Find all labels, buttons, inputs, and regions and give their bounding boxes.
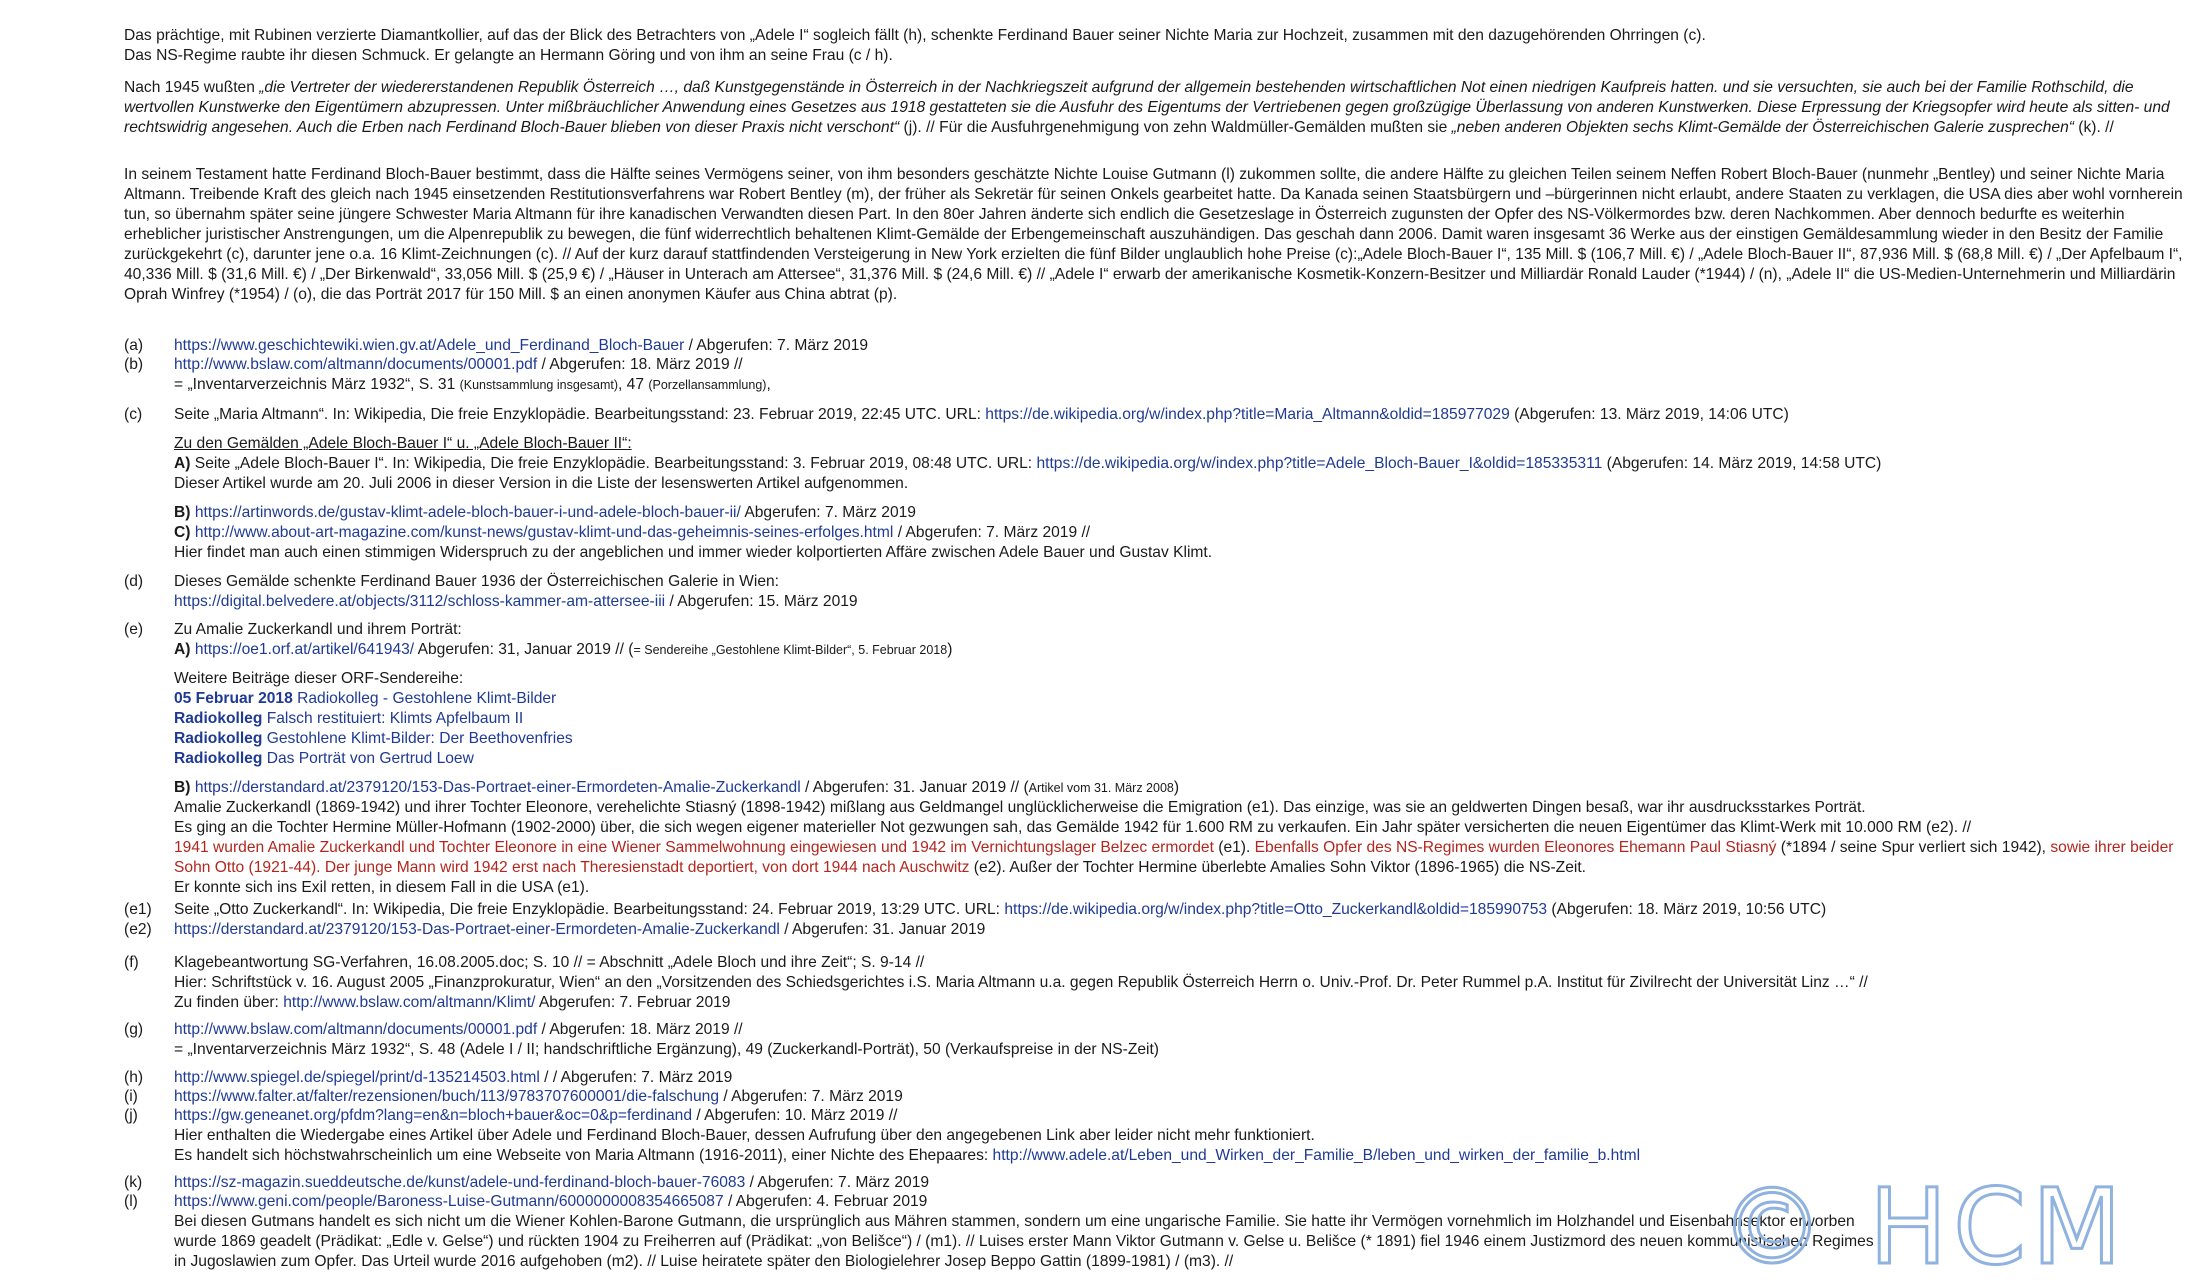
reference-link[interactable]: http://www.about-art-magazine.com/kunst-news/gustav-klimt-und-das-geheimnis-seines-erfolges.html (194, 524, 894, 541)
text-block: In seinem Testament hatte Ferdinand Bloch-Bauer bestimmt, dass die Hälfte seines Vermögens seiner, von ihm besonders geschätzte Nichte Louise Gutmann (l) zukommen sollte, die andere Hälfte zu gleichen Teilen seinem Neffen Robert Bloch-Bauer (nunmehr „Bentley) und seiner Nichte Maria Altmann. Treibende Kraft des gleich nach 1945 einsetzenden Restitutionsverfahrens war Robert Bentley (m), der früher als Sekretär für seinen Onkels gearbeitet hatte. Da Kanada seinen Staatsbürgern und –bürgerinnen nicht erlaubt, andere Staaten zu verklagen, die USA dies aber wohl vornherein tun, so übernahm später seine jüngere Schwester Maria Altmann für ihre kanadischen Verwandten diesen Part. In den 80er Jahren änderte sich endlich die Gesetzeslage in Österreich zugunsten der Opfer des NS-Völkermordes bzw. deren Nachkommen. Aber dennoch bedurfte es weiterhin erheblicher juristischer Anstrengungen, um die Alpenrepublik zu bewegen, die fünf widerrechtlich behaltenen Klimt-Gemälde der Erbengemeinschaft auszuhändigen. Das geschah dann 2006. Damit waren insgesamt 36 Werke aus der einstigen Gemäldesammlung wieder in den Besitz der Familie zurückgekehrt (c), darunter jene o.a. 16 Klimt-Zeichnungen (c). // Auf der kurz darauf stattfindenden Versteigerung in New York erzielten die fünf Bilder unglaublich hohe Preise (c):„Adele Bloch-Bauer I“, 135 Mill. $ (106,7 Mill. €) / „Adele Bloch-Bauer II“, 87,936 Mill. $ (68,8 Mill. €) / „Der Apfelbaum I“, 40,336 Mill. $ (31,6 Mill. €) / „Der Birkenwald“, 33,056 Mill. $ (25,9 €) / „Häuser in Unterach am Attersee“, 31,376 Mill. $ (24,6 Mill. €) // „Adele I“ erwarb der amerikanische Kosmetik-Konzern-Besitzer und Milliardär Ronald Lauder (*1944) / (n), „Adele II“ die US-Medien-Unternehmerin und Milliardärin Oprah Winfrey (*1954) / (o), die das Porträt 2017 für 150 Mill. $ an einen anonymen Käufer aus China abtrat (p). (124, 166, 2183, 303)
text: / Abgerufen: 18. März 2019 // (537, 1021, 743, 1038)
orf-item-title: Gestohlene Klimt-Bilder: Der Beethovenfries (262, 730, 573, 747)
item-key: A) (174, 641, 191, 658)
reference-link[interactable]: http://www.bslaw.com/altmann/documents/00001.pdf (174, 356, 538, 373)
text: / Abgerufen: 15. März 2019 (665, 593, 858, 610)
reference-body (174, 336, 2174, 356)
orf-item-key: Radiokolleg (174, 710, 263, 727)
text: (Abgerufen: 14. März 2019, 14:58 UTC) (1602, 455, 1882, 472)
text: Zu finden über: (174, 994, 284, 1011)
intro-paragraph-1 (124, 26, 2184, 66)
text-line: = „Inventarverzeichnis März 1932“, S. 48 (Adele I / II; handschriftliche Ergänzung), 49 (Zuckerkandl-Porträt), 50 (Verkaufspreise in der NS-Zeit) (174, 1041, 1160, 1058)
text: Abgerufen: 7. März 2019 (740, 504, 916, 521)
text: / Abgerufen: 4. Februar 2019 (723, 1193, 928, 1210)
text: / Abgerufen: 7. März 2019 (719, 1088, 903, 1105)
text: / Abgerufen: 31. Januar 2019 (779, 921, 986, 938)
text-line: Das prächtige, mit Rubinen verzierte Diamantkollier, auf das der Blick des Betrachters von „Adele I“ sogleich fällt (h), schenkte Ferdinand Bauer seiner Nichte Maria zur Hochzeit, zusammen mit den dazugehörenden Ohrringen (c). (124, 27, 1706, 44)
text-line: Amalie Zuckerkandl (1869-1942) und ihrer Tochter Eleonore, verehelichte Stiasný (1898-1942) mißlang aus Geldmangel unglücklicherweise die Emigration (e1). Das einzige, was sie an geldwerten Dingen besaß, war ihr ausdrucksstarkes Porträt. (174, 799, 1866, 816)
reference-link[interactable]: https://www.falter.at/falter/rezensionen/buch/113/9783707600001/die-falschung (174, 1088, 719, 1105)
intro-paragraph-3 (124, 165, 2184, 305)
quotation: „die Vertreter der wiedererstandenen Republik Österreich …, daß Kunstgegenstände in Österreich in der Nachkriegszeit aufgrund der allgemein bestehenden wirtschaftlichen Not einen niedrigen Kaufpreis hatten. und sie versuchten, sie auch bei der Familie Rothschild, die wertvollen Kunstwerke den Eigentümern abzupressen. Unter mißbräuchlicher Anwendung eines Gesetzes aus 1918 gestatteten sie die Ausfuhr des Eigentums der Vertriebenen gegen großzügige Überlassung von anderen Kunstwerken. Diese Erpressung der Kriegsopfer wird heute als sitten- und rechtswidrig angesehen. Auch die Erben nach Ferdinand Bloch-Bauer blieben von dieser Praxis nicht verschont“ (124, 79, 2170, 136)
text: Abgerufen: 31, Januar 2019 // ( (414, 641, 634, 658)
orf-item[interactable] (174, 729, 2174, 749)
text: (Abgerufen: 13. März 2019, 14:06 UTC) (1509, 406, 1789, 423)
text: / / Abgerufen: 7. März 2019 (539, 1069, 733, 1086)
reference-link[interactable]: http://www.bslaw.com/altmann/documents/00001.pdf (174, 1021, 538, 1038)
text: Abgerufen: 7. Februar 2019 (535, 994, 731, 1011)
reference-link[interactable]: https://sz-magazin.sueddeutsche.de/kunst/adele-und-ferdinand-bloch-bauer-76083 (174, 1174, 746, 1191)
reference-label: (i) (124, 1088, 138, 1105)
text-block (174, 838, 2174, 878)
reference-link[interactable]: http://www.bslaw.com/altmann/Klimt/ (283, 994, 536, 1011)
text-line: Dieses Gemälde schenkte Ferdinand Bauer 1936 der Österreichischen Galerie in Wien: (174, 573, 779, 590)
reference-label: (b) (124, 356, 144, 373)
text: / Abgerufen: 18. März 2019 // (537, 356, 743, 373)
reference-link[interactable]: https://de.wikipedia.org/w/index.php?title=Adele_Bloch-Bauer_I&oldid=185335311 (1036, 455, 1603, 472)
reference-link[interactable]: https://gw.geneanet.org/pfdm?lang=en&n=bloch+bauer&oc=0&p=ferdinand (174, 1107, 693, 1124)
highlight-text: 1941 wurden Amalie Zuckerkandl und Tochter Eleonore in eine Wiener Sammelwohnung eingewiesen und 1942 im Vernichtungslager Belzec ermordet (174, 839, 1214, 856)
quotation: „neben anderen Objekten sechs Klimt-Gemälde der Österreichischen Galerie zusprechen“ (1451, 119, 2074, 136)
copyright-watermark: © HCM (1720, 1166, 2128, 1288)
reference-label: (e1) (124, 901, 152, 918)
text: / Abgerufen: 7. März 2019 (745, 1174, 930, 1191)
text-line: Es ging an die Tochter Hermine Müller-Hofmann (1902-2000) über, die sich wegen eigener materieller Not gezwungen sah, das Gemälde 1942 für 1.600 RM zu verkaufen. Ein Jahr später versicherten die neuen Eigentümer das Klimt-Werk mit 10.000 RM (e2). // (174, 819, 1972, 836)
reference-body (174, 953, 2174, 1013)
reference-body (174, 1106, 2174, 1166)
note: (Porzellansammlung) (648, 378, 767, 392)
text: (*1894 / seine Spur verliert sich 1942), (1776, 839, 2051, 856)
text: Seite „Adele Bloch-Bauer I“. In: Wikipedia, Die freie Enzyklopädie. Bearbeitungsstand: 3. Februar 2019, 08:48 UTC. URL: (190, 455, 1037, 472)
intro-paragraph-2 (124, 78, 2184, 138)
text-line: Er konnte sich ins Exil retten, in diesem Fall in die USA (e1). (174, 879, 590, 896)
text: / Abgerufen: 10. März 2019 // (692, 1107, 898, 1124)
text: Nach 1945 wußten (124, 79, 260, 96)
text-block (124, 78, 2184, 138)
text: = „Inventarverzeichnis März 1932“, S. 31 (174, 376, 460, 393)
orf-item[interactable] (174, 709, 2174, 729)
text: / Abgerufen: 7. März 2019 (684, 337, 869, 354)
text-line: Das NS-Regime raubte ihr diesen Schmuck. Er gelangte an Hermann Göring und von ihm an seine Frau (c / h). (124, 47, 893, 64)
reference-label: (e2) (124, 921, 152, 938)
orf-item-title: Falsch restituiert: Klimts Apfelbaum II (262, 710, 524, 727)
highlight-text: Ebenfalls Opfer des NS-Regimes wurden Eleonores Ehemann Paul Stiasný (1254, 839, 1777, 856)
orf-item-key: Radiokolleg (174, 750, 263, 767)
text: (e2). Außer der Tochter Hermine überlebte Amalies Sohn Viktor (1896-1965) die NS-Zeit. (969, 859, 1587, 876)
text: (Abgerufen: 18. März 2019, 10:56 UTC) (1547, 901, 1827, 918)
subheading: Zu den Gemälden „Adele Bloch-Bauer I“ u. „Adele Bloch-Bauer II“: (174, 435, 632, 452)
item-key: C) (174, 524, 191, 541)
note: Artikel vom 31. März 2008 (1028, 781, 1174, 795)
reference-link[interactable]: https://oe1.orf.at/artikel/641943/ (194, 641, 415, 658)
text: ) (947, 641, 953, 658)
text: , (766, 376, 771, 393)
reference-body (174, 405, 2174, 563)
reference-link[interactable]: https://de.wikipedia.org/w/index.php?title=Otto_Zuckerkandl&oldid=185990753 (1004, 901, 1548, 918)
reference-link[interactable]: https://derstandard.at/2379120/153-Das-Portraet-einer-Ermordeten-Amalie-Zuckerkandl (194, 779, 801, 796)
reference-label: (f) (124, 954, 139, 971)
reference-label: (k) (124, 1174, 143, 1191)
orf-item-title: Radiokolleg - Gestohlene Klimt-Bilder (292, 690, 557, 707)
text: Es handelt sich höchstwahrscheinlich um eine Webseite von Maria Altmann (1916-2011), einer Nichte des Ehepaares: (174, 1147, 993, 1164)
reference-body (174, 620, 2174, 898)
text: Seite „Otto Zuckerkandl“. In: Wikipedia, Die freie Enzyklopädie. Bearbeitungsstand: 24. Februar 2019, 13:29 UTC. URL: (174, 901, 1005, 918)
reference-label: (c) (124, 406, 143, 423)
reference-link[interactable]: https://www.geschichtewiki.wien.gv.at/Adele_und_Ferdinand_Bloch-Bauer (174, 337, 685, 354)
orf-item-key: Radiokolleg (174, 730, 263, 747)
text-line: Hier enthalten die Wiedergabe eines Artikel über Adele und Ferdinand Bloch-Bauer, dessen Aufrufung über den angegebenen Link aber leider nicht mehr funktioniert. (174, 1127, 1315, 1144)
item-key: B) (174, 504, 191, 521)
text: ) (1173, 779, 1180, 796)
reference-link[interactable]: https://digital.belvedere.at/objects/3112/schloss-kammer-am-attersee-iii (174, 593, 666, 610)
orf-item[interactable] (174, 749, 2174, 769)
text: / Abgerufen: 7. März 2019 // (893, 524, 1091, 541)
text: / Abgerufen: 31. Januar 2019 // ( (800, 779, 1029, 796)
item-key: B) (174, 779, 191, 796)
reference-link[interactable]: https://derstandard.at/2379120/153-Das-Portraet-einer-Ermordeten-Amalie-Zuckerkandl (174, 921, 780, 938)
text-line: Hier findet man auch einen stimmigen Widerspruch zu der angeblichen und immer wieder kolportierten Affäre zwischen Adele Bauer und Gustav Klimt. (174, 544, 1213, 561)
item-key: A) (174, 455, 191, 472)
text-line: Hier: Schriftstück v. 16. August 2005 „Finanzprokuratur, Wien“ an den „Vorsitzenden des Schiedsgerichtes i.S. Maria Altmann u.a. gegen Republik Österreich Herrn o. Univ.-Prof. Dr. Peter Rummel p.A. Institut für Zivilrecht der Universität Linz …“ // (174, 974, 1868, 991)
reference-body (174, 900, 2174, 920)
text-line: Klagebeantwortung SG-Verfahren, 16.08.2005.doc; S. 10 // = Abschnitt „Adele Bloch und ihre Zeit“; S. 9-14 // (174, 954, 925, 971)
note: (Kunstsammlung insgesamt) (459, 378, 618, 392)
reference-link[interactable]: https://artinwords.de/gustav-klimt-adele-bloch-bauer-i-und-adele-bloch-bauer-ii/ (194, 504, 741, 521)
reference-link[interactable]: http://www.adele.at/Leben_und_Wirken_der_Familie_B/leben_und_wirken_der_familie_b.html (992, 1147, 1641, 1164)
reference-label: (e) (124, 621, 144, 638)
orf-item-key: 05 Februar 2018 (174, 690, 293, 707)
reference-body (174, 1020, 2174, 1060)
reference-label: (a) (124, 337, 144, 354)
note: = Sendereihe „Gestohlene Klimt-Bilder“, 5. Februar 2018 (633, 643, 948, 657)
text-line: Bei diesen Gutmans handelt es sich nicht um die Wiener Kohlen-Barone Gutmann, die ursprünglich aus Mähren stammen, sondern um eine ungarische Familie. Sie hatte ihr Vermögen vornehmlich im Holzhandel und Eisenbahnsektor erworben (174, 1213, 1855, 1230)
text: Seite „Maria Altmann“. In: Wikipedia, Die freie Enzyklopädie. Bearbeitungsstand: 23. Februar 2019, 22:45 UTC. URL: (174, 406, 986, 423)
text-line: Zu Amalie Zuckerkandl und ihrem Porträt: (174, 621, 462, 638)
text-line: Dieser Artikel wurde am 20. Juli 2006 in dieser Version in die Liste der lesenswerten Artikel aufgenommen. (174, 475, 909, 492)
reference-link[interactable]: http://www.spiegel.de/spiegel/print/d-135214503.html (174, 1069, 540, 1086)
text-line: wurde 1869 geadelt (Prädikat: „Edle v. Gelse“) und rückten 1904 zu Freiherren auf (Prädikat: „von Belišce“) / (m1). // Luises erster Mann Viktor Gutmann v. Gelse u. Belišce (* 1891) fiel 1946 einem Justizmord des neuen kommunistischen Regimes (174, 1233, 1874, 1250)
reference-body (174, 355, 2174, 395)
reference-link[interactable]: https://de.wikipedia.org/w/index.php?title=Maria_Altmann&oldid=185977029 (985, 406, 1510, 423)
text: (e1). (1213, 839, 1255, 856)
reference-label: (d) (124, 573, 144, 590)
reference-label: (g) (124, 1021, 144, 1038)
highlight-text: sowie ihrer beider Sohn Otto (1921-44). Der junge Mann wird 1942 erst nach Theresienstadt deportiert, von dort 1944 nach Auschwitz (174, 839, 2174, 876)
reference-body (174, 1068, 2174, 1088)
reference-link[interactable]: https://www.geni.com/people/Baroness-Luise-Gutmann/6000000008354665087 (174, 1193, 724, 1210)
text-line: in Jugoslawien zum Opfer. Das Urteil wurde 2016 aufgehoben (m2). // Luise heiratete später den Biologielehrer Josep Beppo Gattin (1899-1981) / (m3). // (174, 1253, 1234, 1270)
reference-label: (h) (124, 1069, 144, 1086)
reference-label: (j) (124, 1107, 138, 1124)
text: (j). // Für die Ausfuhrgenehmigung von zehn Waldmüller-Gemälden mußten sie (899, 119, 1452, 136)
reference-body (174, 572, 2174, 612)
text-line: Weitere Beiträge dieser ORF-Sendereihe: (174, 670, 464, 687)
orf-item[interactable] (174, 689, 2174, 709)
reference-body (174, 920, 2174, 940)
reference-label: (l) (124, 1193, 138, 1210)
reference-body (174, 1087, 2174, 1107)
text: , 47 (618, 376, 649, 393)
orf-item-title: Das Porträt von Gertrud Loew (262, 750, 474, 767)
text: (k). // (2073, 119, 2114, 136)
